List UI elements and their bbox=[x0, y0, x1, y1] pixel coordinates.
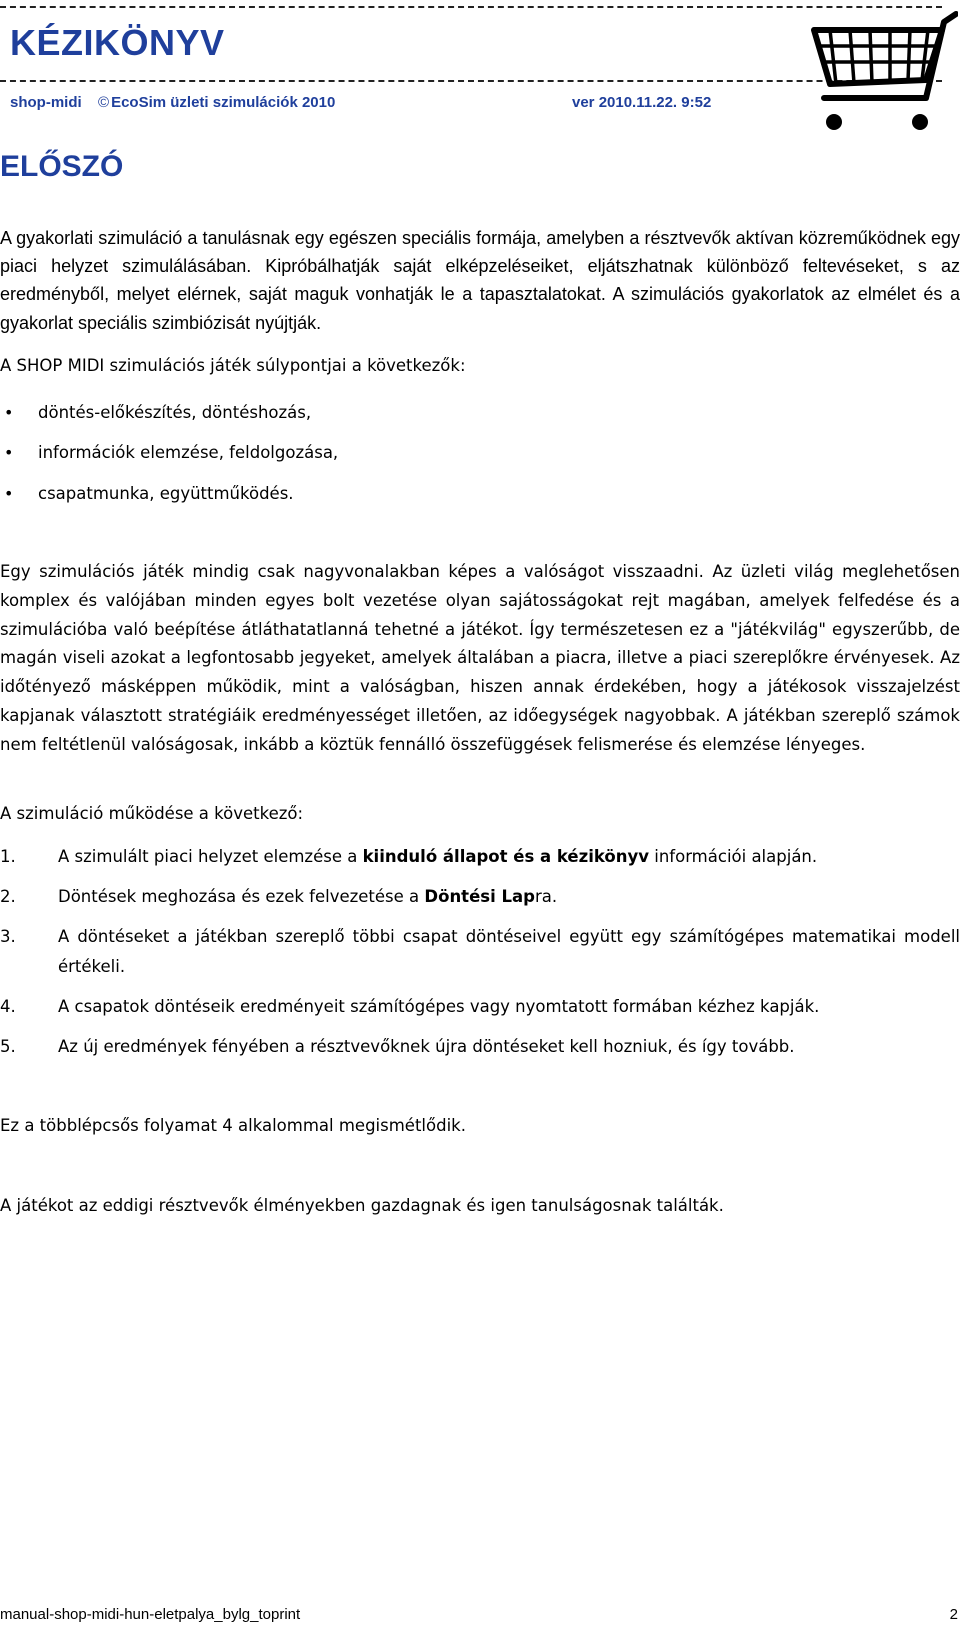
document-title: KÉZIKÖNYV bbox=[10, 22, 225, 63]
bullet-text: információk elemzése, feldolgozása, bbox=[38, 443, 339, 462]
focus-lead: A SHOP MIDI szimulációs játék súlypontjai a következők: bbox=[0, 356, 466, 375]
step-text: A csapatok döntéseik eredményeit számítógépes vagy nyomtatott formában kézhez kapják. bbox=[58, 997, 820, 1016]
list-item bbox=[0, 479, 960, 509]
bullet-icon: • bbox=[4, 484, 14, 503]
product-name: shop-midi bbox=[10, 94, 82, 111]
footer-filename: manual-shop-midi-hun-eletpalya_bylg_toprint bbox=[0, 1606, 301, 1623]
section-title: ELŐSZÓ bbox=[0, 150, 124, 183]
bullet-text: döntés-előkészítés, döntéshozás, bbox=[38, 403, 312, 422]
operation-lead: A szimuláció működése a következő: bbox=[0, 804, 304, 823]
list-item bbox=[0, 438, 960, 468]
bullet-icon: • bbox=[4, 443, 14, 462]
copyright-line bbox=[88, 94, 335, 116]
bullet-text: csapatmunka, együttműködés. bbox=[38, 484, 294, 503]
step-number: 2. bbox=[0, 887, 16, 906]
step-number: 4. bbox=[0, 997, 16, 1016]
step-number: 1. bbox=[0, 847, 16, 866]
bullet-icon: • bbox=[4, 403, 14, 422]
step-text: A szimulált piaci helyzet elemzése a kiinduló állapot és a kézikönyv információi alapján. bbox=[58, 847, 818, 866]
step-text: Döntések meghozása és ezek felvezetése a Döntési Lapra. bbox=[58, 887, 558, 906]
closing-repeat: Ez a többlépcsős folyamat 4 alkalommal megismétlődik. bbox=[0, 1116, 466, 1135]
list-item bbox=[0, 398, 960, 428]
header-dashed-rule-bottom bbox=[0, 80, 942, 82]
step-number: 5. bbox=[0, 1037, 16, 1056]
reality-paragraph: Egy szimulációs játék mindig csak nagyvonalakban képes a valóságot visszaadni. Az üzleti világ meglehetősen komplex és valójában minden egyes bolt vezetése olyan sajátosságokat rejt magában, amelyek felfedése és a szimulációba való beépítése átláthatatlanná tehetné a játékot. Így természetesen ez a "játékvilág" egyszerűbb, de magán viseli azokat a legfontosabb jegyeket, amelyek általában a piacra, illetve a piaci szereplőkre érvényesek. Az időtényező másképpen működik, mint a valóságban, hiszen annak érdekében, hogy a játékosok visszajelzést kapjanak választott stratégiáik eredményességet illetően, az időegységek nagyobbak. A játékban szereplő számok nem feltétlenül valóságosak, inkább a köztük fennálló összefüggések felismerése és elemzése lényeges. bbox=[0, 562, 960, 754]
step-number: 3. bbox=[0, 927, 16, 946]
page-number: 2 bbox=[949, 1606, 958, 1623]
step-text: A döntéseket a játékban szereplő többi csapat döntéseivel együtt egy számítógépes matematikai modell értékeli. bbox=[58, 927, 960, 976]
version-label: ver 2010.11.22. 9:52 bbox=[572, 94, 712, 111]
header-dashed-rule-top bbox=[0, 6, 942, 8]
subtitle: EcoSim üzleti szimulációk 2010 bbox=[111, 94, 336, 111]
shopping-cart-icon bbox=[808, 8, 958, 138]
step-text: Az új eredmények fényében a résztvevőknek újra döntéseket kell hozniuk, és így tovább. bbox=[58, 1037, 795, 1056]
intro-paragraph: A gyakorlati szimuláció a tanulásnak egy egészen speciális formája, amelyben a résztvevők aktívan közreműködnek egy piaci helyzet szimulálásában. Kipróbálhatják saját elképzeléseiket, eljátszhatnak különböző feltevéseket, s az eredményből, melyet elérnek, saját maguk vonhatják le a tapasztalatokat. A szimulációs gyakorlatok az elmélet és a gyakorlat speciális szimbiózisát nyújtják. bbox=[0, 228, 960, 333]
copyright-icon: © bbox=[98, 94, 110, 111]
closing-feedback: A játékot az eddigi résztvevők élményekben gazdagnak és igen tanulságosnak találták. bbox=[0, 1196, 724, 1215]
